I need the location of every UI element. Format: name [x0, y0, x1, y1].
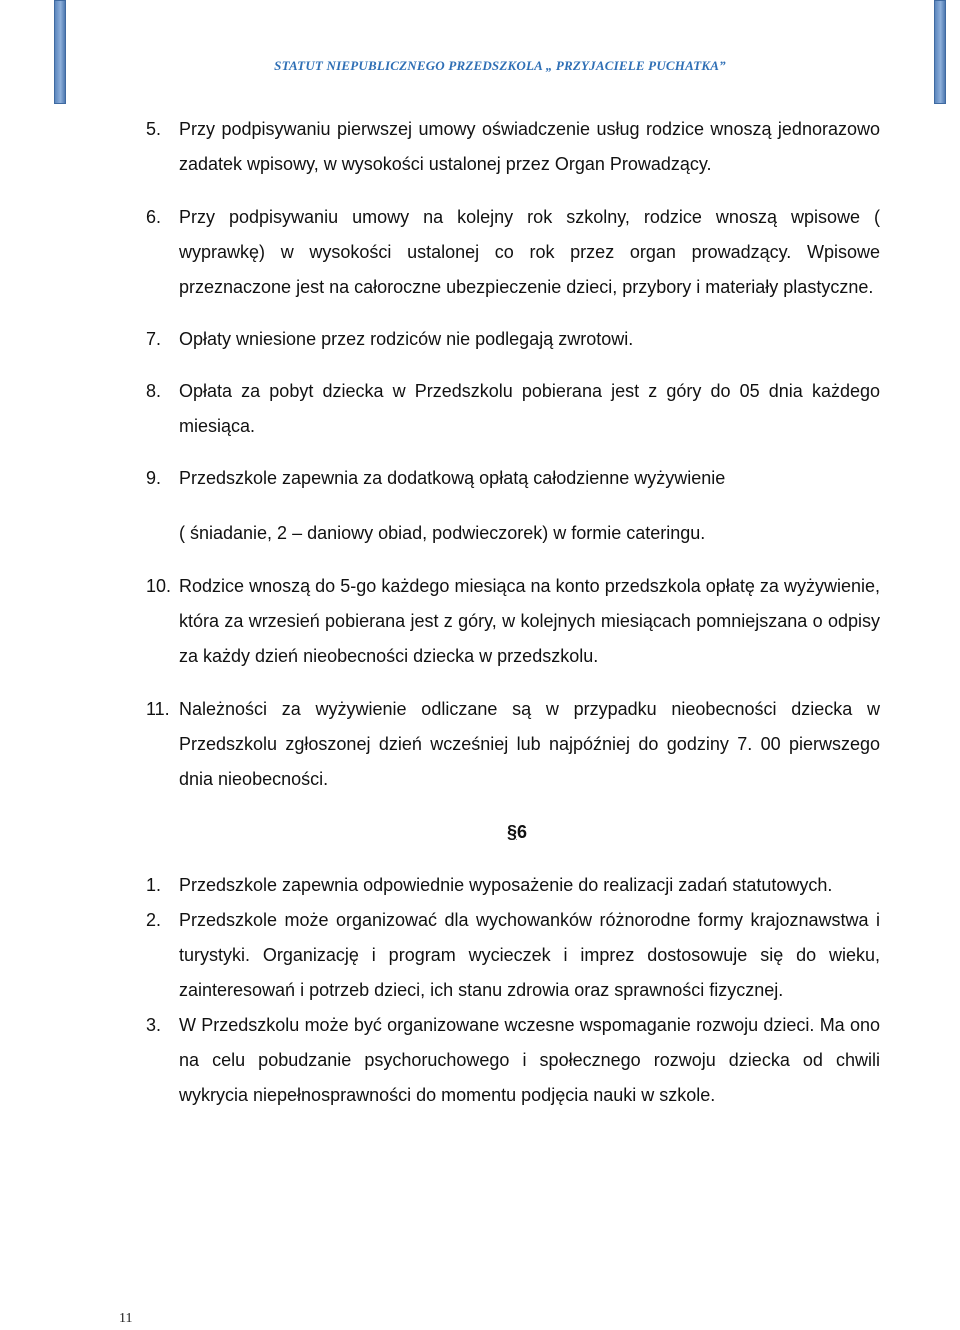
list-item-10 [146, 569, 880, 674]
document-body [146, 112, 880, 1113]
page-header-title: STATUT NIEPUBLICZNEGO PRZEDSZKOLA „ PRZYJACIELE PUCHATKA” [274, 58, 726, 73]
list-item-text: Przedszkole zapewnia za dodatkową opłatą całodzienne wyżywienie [179, 468, 726, 488]
section-heading [146, 815, 880, 850]
list-item-number: 9. [146, 468, 162, 488]
list-item-5 [146, 112, 880, 182]
list-item-number: 1. [146, 875, 162, 895]
list-item-number: 11. [146, 699, 170, 719]
list-item-text: Przedszkole zapewnia odpowiednie wyposażenie do realizacji zadań statutowych. [179, 875, 833, 895]
list-item-number: 10. [146, 576, 172, 596]
list-item-6 [146, 200, 880, 305]
section-number: 6 [517, 822, 528, 842]
list-item-3 [146, 1008, 880, 1113]
list-item-text: Opłaty wniesione przez rodziców nie podlegają zwrotowi. [179, 329, 634, 349]
list-item-text: Rodzice wnoszą do 5-go każdego miesiąca na konto przedszkola opłatę za wyżywienie, która za wrzesień pobierana jest z góry, w kolejnych miesiącach pomniejszana o odpisy za każdy dzień nieobecności dziecka w przedszkolu. [179, 576, 880, 666]
list-item-number: 6. [146, 207, 162, 227]
list-item-1 [146, 868, 880, 903]
list-item-text: Przy podpisywaniu pierwszej umowy oświadczenie usług rodzice wnoszą jednorazowo zadatek wpisowy, w wysokości ustalonej przez Organ Prowadzący. [179, 119, 880, 174]
list-item-text: Opłata za pobyt dziecka w Przedszkolu pobierana jest z góry do 05 dnia każdego miesiąca. [179, 381, 880, 436]
list-item-text: Przedszkole może organizować dla wychowanków różnorodne formy krajoznawstwa i turystyki. Organizację i program wycieczek i imprez dostosowuje się do wieku, zainteresowań i potrzeb dzieci, ich stanu zdrowia oraz sprawności fizycznej. [179, 910, 880, 1000]
list-item-number: 8. [146, 381, 162, 401]
list-item-number: 7. [146, 329, 162, 349]
list-item-9 [146, 461, 880, 496]
list-item-8 [146, 374, 880, 444]
list-item-7 [146, 322, 880, 357]
list-item-2 [146, 903, 880, 1008]
list-item-number: 3. [146, 1015, 162, 1035]
page-number: 11 [119, 1311, 133, 1326]
list-item-9-continuation: ( śniadanie, 2 – daniowy obiad, podwieczorek) w formie cateringu. [179, 523, 706, 543]
list-item-number: 5. [146, 119, 162, 139]
header-right-bar [934, 0, 946, 104]
header-left-bar [54, 0, 66, 104]
section-symbol: § [506, 822, 517, 842]
list-item-text: Należności za wyżywienie odliczane są w przypadku nieobecności dziecka w Przedszkolu zgłoszonej dzień wcześniej lub najpóźniej do godziny 7. 00 pierwszego dnia nieobecności. [179, 699, 880, 789]
list-item-11 [146, 692, 880, 797]
list-item-text: Przy podpisywaniu umowy na kolejny rok szkolny, rodzice wnoszą wpisowe ( wyprawkę) w wysokości ustalonej co rok przez organ prowadzący. Wpisowe przeznaczone jest na całoroczne ubezpieczenie dzieci, przybory i materiały plastyczne. [179, 207, 880, 297]
list-item-number: 2. [146, 910, 162, 930]
list-item-text: W Przedszkolu może być organizowane wczesne wspomaganie rozwoju dzieci. Ma ono na celu pobudzanie psychoruchowego i społecznego rozwoju dziecka od chwili wykrycia niepełnosprawności do momentu podjęcia nauki w szkole. [179, 1015, 880, 1105]
